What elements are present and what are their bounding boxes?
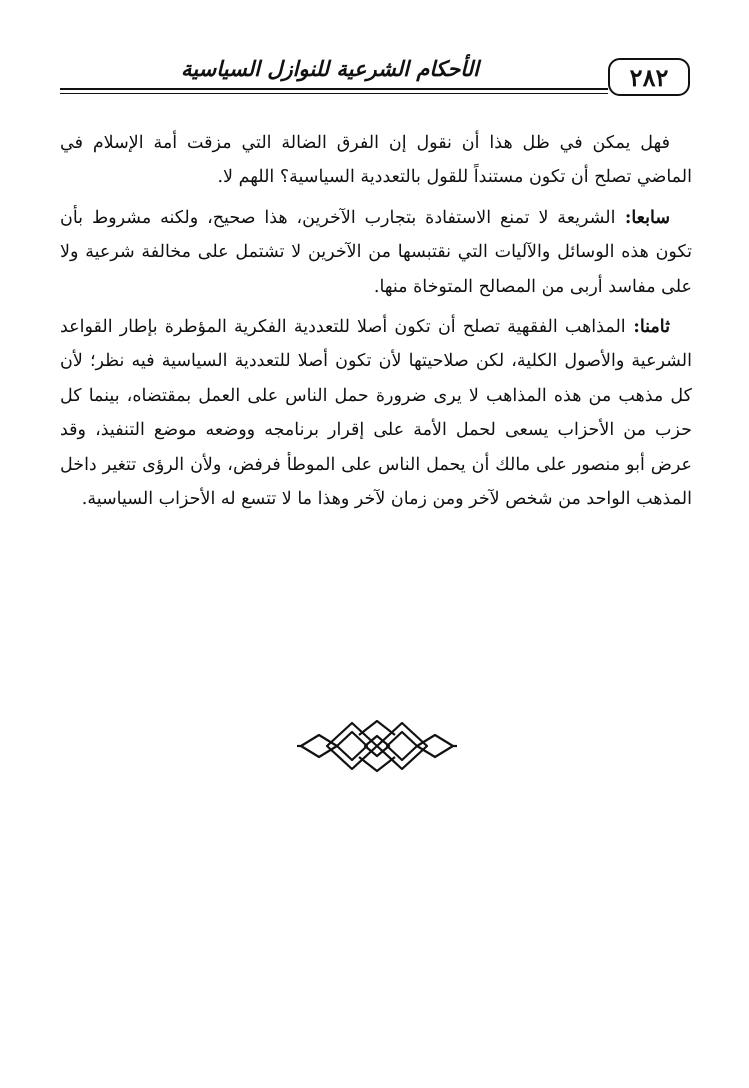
header-rule-thick: [60, 88, 608, 90]
page-header: [60, 50, 690, 106]
header-rule-thin: [60, 93, 608, 94]
body-text: [60, 126, 692, 522]
paragraph-3: [60, 310, 692, 516]
paragraph-text: الشريعة لا تمنع الاستفادة بتجارب الآخرين، هذا صحيح، ولكنه مشروط بأن تكون هذه الوسائل والآليات التي نقتبسها من الآخرين لا تشتمل على مخالفة شرعية ولا على مفاسد أربى من المصالح المتوخاة منها.: [60, 207, 692, 297]
knot-ornament-icon: [297, 715, 457, 777]
page-number-box: [608, 58, 690, 96]
paragraph-lead: ثامنا:: [625, 317, 671, 338]
paragraph-lead: سابعا:: [615, 207, 670, 228]
page-number: ٢٨٢: [629, 62, 669, 92]
paragraph-text: المذاهب الفقهية تصلح أن تكون أصلا للتعددية الفكرية المؤطرة بإطار القواعد الشرعية والأصول الكلية، لكن صلاحيتها لأن تكون أصلا للتعددية السياسية فيه نظر؛ لأن كل مذهب من هذه المذاهب لا يرى ضرورة حمل الناس على العمل بمقتضاه، بينما كل حزب من الأحزاب يسعى لحمل الأمة على إقرار برنامجه ووضعه موضع التنفيذ، وقد عرض أبو منصور على مالك أن يحمل الناس على الموطأ فرفض، ولأن الرؤى تتغير داخل المذهب الواحد من شخص لآخر ومن زمان لآخر وهذا ما لا تتسع له الأحزاب السياسية.: [60, 317, 692, 510]
paragraph-2: [60, 201, 692, 304]
paragraph-text: فهل يمكن في ظل هذا أن نقول إن الفرق الضالة التي مزقت أمة الإسلام في الماضي تصلح أن تكون مستنداً للقول بالتعددية السياسية؟ اللهم لا.: [60, 133, 692, 188]
running-title: الأحكام الشرعية للنوازل السياسية: [181, 56, 479, 81]
paragraph-1: [60, 126, 692, 195]
